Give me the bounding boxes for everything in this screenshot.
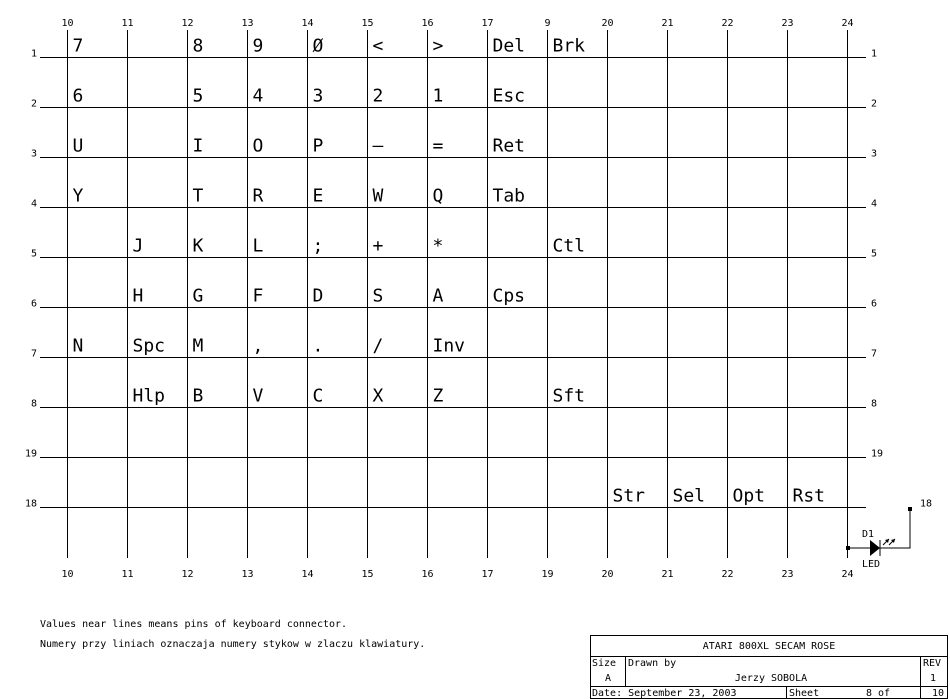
row-pin-right: 19 <box>871 448 884 460</box>
row-pin-right: 6 <box>871 298 878 310</box>
row-pin-left: 18 <box>24 498 37 510</box>
key-label: / <box>372 335 384 357</box>
key-label: M <box>192 335 204 357</box>
key-label: K <box>192 235 204 257</box>
row-pin-left: 8 <box>30 398 37 410</box>
key-label: 5 <box>192 85 204 107</box>
row-pin-right: 2 <box>871 98 878 110</box>
key-label: = <box>432 135 444 157</box>
column-pin-bottom: 10 <box>61 569 74 580</box>
key-label: D <box>312 285 324 307</box>
rev-value: 1 <box>929 673 937 684</box>
key-label: S <box>372 285 384 307</box>
key-label: Ret <box>492 135 526 157</box>
key-label: Tab <box>492 185 526 207</box>
column-pin-top: 20 <box>601 18 614 29</box>
column-pin-top: 21 <box>661 18 674 29</box>
date-text: Date: September 23, 2003 <box>592 688 737 699</box>
key-label: 7 <box>72 35 84 57</box>
row-pin-right: 8 <box>871 398 878 410</box>
column-pin-bottom: 16 <box>421 569 434 580</box>
led-emission-arrows-icon <box>883 539 895 545</box>
key-label: Rst <box>792 485 826 507</box>
key-label: 2 <box>372 85 384 107</box>
row-pin-left: 5 <box>30 248 37 260</box>
key-label: O <box>252 135 264 157</box>
key-label: Y <box>72 185 84 207</box>
key-label: I <box>192 135 204 157</box>
column-pin-bottom: 20 <box>601 569 614 580</box>
key-label: T <box>192 185 204 207</box>
led-ref: D1 <box>862 529 875 540</box>
key-label: 9 <box>252 35 264 57</box>
key-label: * <box>432 235 444 257</box>
column-pin-top: 16 <box>421 18 434 29</box>
key-label: + <box>372 235 384 257</box>
column-pin-bottom: 13 <box>241 569 254 580</box>
drawn-by-value: Jerzy SOBOLA <box>734 673 808 684</box>
led-d1 <box>846 507 912 570</box>
key-label: > <box>432 35 444 57</box>
column-pin-top: 14 <box>301 18 314 29</box>
column-pin-top: 9 <box>544 18 551 29</box>
sheet-label: Sheet <box>789 688 820 699</box>
key-label: X <box>372 385 384 407</box>
key-label: Spc <box>132 335 166 357</box>
row-pin-right: 1 <box>871 48 878 60</box>
key-label: 4 <box>252 85 264 107</box>
key-label: A <box>432 285 444 307</box>
key-label: Q <box>432 185 444 207</box>
key-label: G <box>192 285 204 307</box>
key-label: 1 <box>432 85 444 107</box>
note-english: Values near lines means pins of keyboard connector. <box>40 619 348 630</box>
key-label: 6 <box>72 85 84 107</box>
key-labels <box>73 36 826 507</box>
key-label: E <box>312 185 324 207</box>
key-label: V <box>252 385 264 407</box>
column-pin-bottom: 22 <box>721 569 734 580</box>
column-pin-bottom: 11 <box>121 569 134 580</box>
key-label: C <box>312 385 324 407</box>
row-pin-left: 1 <box>30 48 37 60</box>
column-pin-top: 22 <box>721 18 734 29</box>
matrix-lines <box>40 30 866 558</box>
key-label: . <box>312 335 324 357</box>
key-label: 8 <box>192 35 204 57</box>
row-pin-right: 7 <box>871 348 878 360</box>
key-label: ; <box>312 235 324 257</box>
title-block <box>591 636 948 699</box>
column-pin-top: 11 <box>121 18 134 29</box>
key-label: Ø <box>312 35 324 57</box>
column-pin-bottom: 12 <box>181 569 194 580</box>
size-value: A <box>604 673 612 684</box>
column-pin-top: 15 <box>361 18 374 29</box>
key-label: Z <box>432 385 444 407</box>
row-pin-left: 7 <box>30 348 37 360</box>
row-pin-left: 2 <box>30 98 37 110</box>
led-type: LED <box>862 559 881 570</box>
row-pin-left: 19 <box>24 448 37 460</box>
column-pin-top: 23 <box>781 18 794 29</box>
key-label: J <box>132 235 144 257</box>
row-pin-right: 5 <box>871 248 878 260</box>
key-label: Opt <box>732 485 766 507</box>
column-pin-bottom: 23 <box>781 569 794 580</box>
drawn-by-label: Drawn by <box>628 658 677 669</box>
column-pin-top: 10 <box>61 18 74 29</box>
key-label: – <box>372 135 384 157</box>
key-label: Del <box>492 35 526 57</box>
key-label: W <box>372 185 384 207</box>
key-label: B <box>192 385 204 407</box>
sheet-value: 8 of <box>866 688 891 699</box>
column-pin-bottom: 24 <box>841 569 854 580</box>
row-pin-right: 18 <box>920 498 933 510</box>
column-pin-top: 13 <box>241 18 254 29</box>
row-pin-left: 6 <box>30 298 37 310</box>
key-label: 3 <box>312 85 324 107</box>
note-polish: Numery przy liniach oznaczaja numery stykow w zlaczu klawiatury. <box>40 639 426 650</box>
column-pin-bottom: 19 <box>541 569 554 580</box>
key-label: U <box>72 135 84 157</box>
key-label: F <box>252 285 264 307</box>
column-pin-bottom: 15 <box>361 569 374 580</box>
column-pin-top: 17 <box>481 18 494 29</box>
key-label: P <box>312 135 324 157</box>
column-pin-bottom: 14 <box>301 569 314 580</box>
key-label: Inv <box>432 335 466 357</box>
rev-label: REV <box>923 658 942 669</box>
key-label: < <box>372 35 384 57</box>
row-pin-left: 3 <box>30 148 37 160</box>
key-label: Cps <box>492 285 526 307</box>
key-label: Brk <box>552 35 586 57</box>
row-pin-right: 3 <box>871 148 878 160</box>
sheet-total: 10 <box>932 688 945 699</box>
row-pin-left: 4 <box>30 198 37 210</box>
column-pin-bottom: 17 <box>481 569 494 580</box>
key-label: Str <box>612 485 646 507</box>
key-label: H <box>132 285 144 307</box>
size-label: Size <box>592 658 617 669</box>
column-pin-top: 24 <box>841 18 854 29</box>
title-block-title: ATARI 800XL SECAM ROSE <box>702 641 836 652</box>
key-label: , <box>252 335 264 357</box>
key-label: Sel <box>672 485 706 507</box>
column-pin-bottom: 21 <box>661 569 674 580</box>
key-label: Ctl <box>552 235 586 257</box>
key-label: Sft <box>552 385 586 407</box>
column-pin-top: 12 <box>181 18 194 29</box>
key-label: Hlp <box>132 385 166 407</box>
row-pin-right: 4 <box>871 198 878 210</box>
key-label: L <box>252 235 264 257</box>
key-label: R <box>252 185 264 207</box>
key-label: N <box>72 335 84 357</box>
key-label: Esc <box>492 85 526 107</box>
